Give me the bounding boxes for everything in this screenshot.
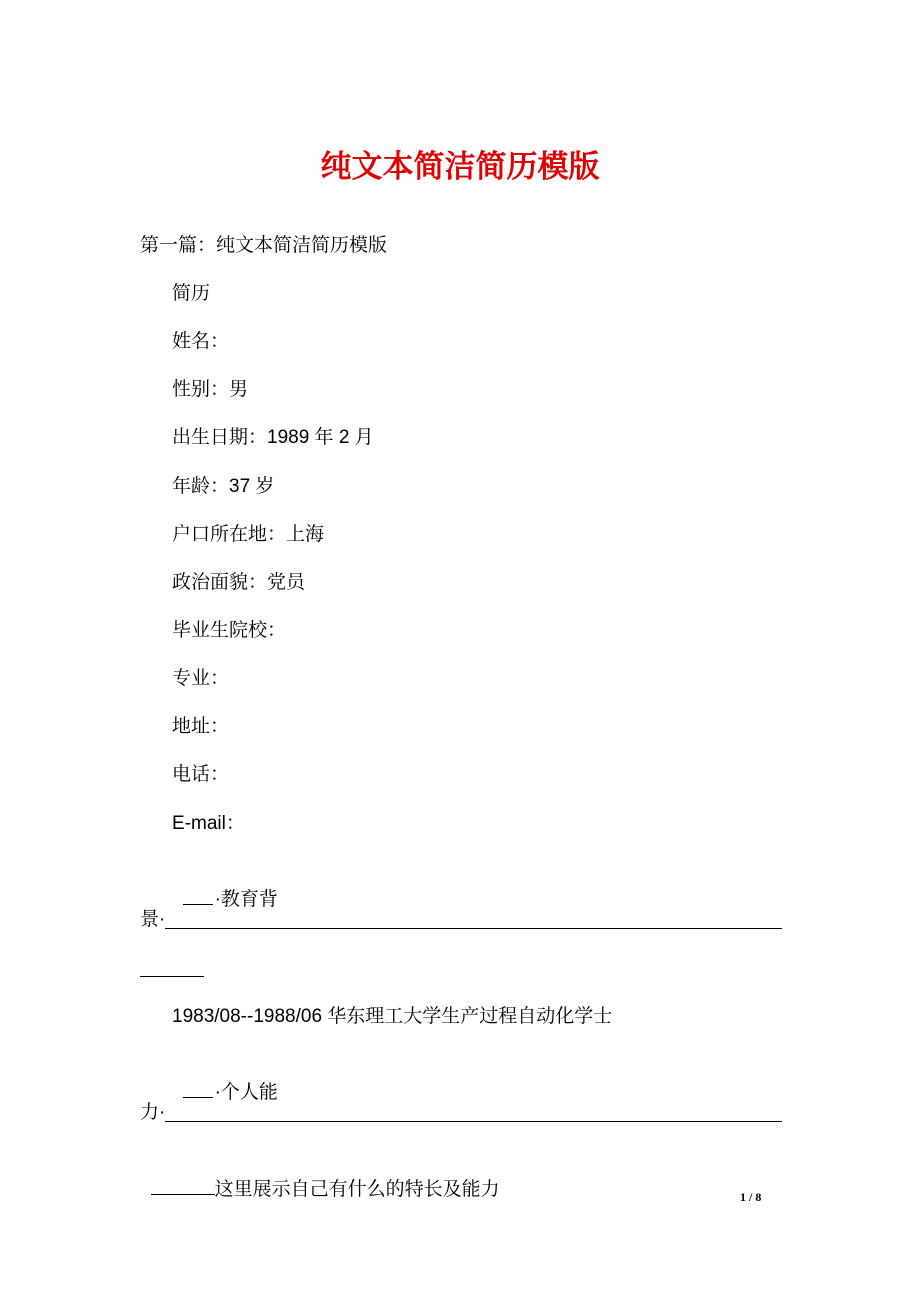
school-field: 毕业生院校：	[172, 620, 287, 641]
education-heading-text: ·教育背	[214, 889, 278, 910]
name-field: 姓名：	[172, 331, 230, 352]
resume-label: 简历	[172, 283, 211, 304]
education-heading-start	[172, 859, 278, 913]
ability-heading-text: ·个人能	[214, 1082, 278, 1103]
underline-rule	[165, 1121, 782, 1122]
phone-field: 电话：	[172, 764, 230, 785]
section-heading: 第一篇：纯文本简洁简历模版	[140, 235, 388, 256]
address-field: 地址：	[172, 716, 230, 737]
political-field: 政治面貌：党员	[172, 572, 306, 593]
page-number: 1 / 8	[740, 1190, 762, 1204]
education-heading-rule	[140, 907, 782, 933]
ability-description: 这里展示自己有什么的特长及能力	[214, 1179, 500, 1200]
hukou-field: 户口所在地：上海	[172, 524, 325, 545]
ability-heading-end: 力·	[140, 1102, 166, 1123]
birth-field: 出生日期：1989 年 2 月	[172, 427, 374, 448]
underline-rule	[165, 928, 782, 929]
blank-underline	[183, 1078, 213, 1098]
age-field: 年龄：37 岁	[172, 476, 275, 497]
underline-rule-continued	[151, 1175, 215, 1195]
document-title: 纯文本简洁简历模版	[320, 149, 600, 184]
ability-description-line	[140, 1149, 500, 1203]
ability-heading-start	[172, 1052, 278, 1106]
gender-field: 性别：男	[172, 379, 249, 400]
underline-rule-continued	[140, 976, 204, 977]
major-field: 专业：	[172, 668, 230, 689]
education-entry: 1983/08--1988/06 华东理工大学生产过程自动化学士	[172, 1006, 613, 1027]
ability-heading-rule	[140, 1100, 782, 1126]
blank-underline	[183, 885, 213, 905]
email-field: E-mail：	[172, 813, 245, 834]
education-heading-end: 景·	[140, 909, 166, 930]
